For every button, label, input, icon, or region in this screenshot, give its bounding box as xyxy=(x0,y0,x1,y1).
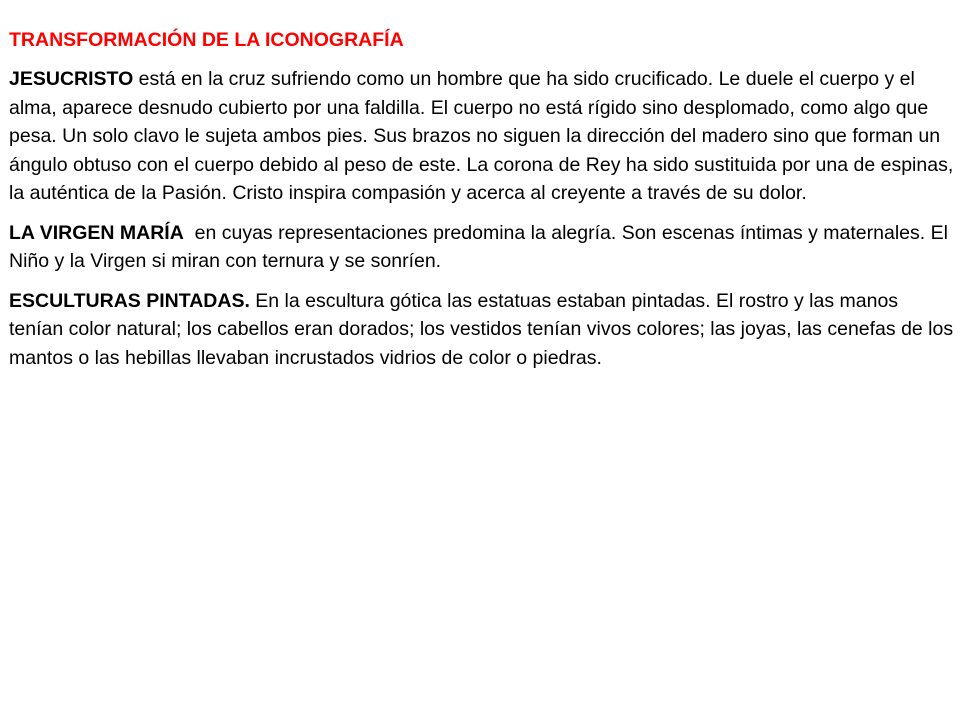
slide-content xyxy=(9,26,955,383)
paragraph-text: En la escultura gótica las estatuas estaban pintadas. El rostro y las manos tenían color natural; los cabellos eran dorados; los vestidos tenían vivos colores; las joyas, las cenefas de los mantos o las hebillas llevaban incrustados vidrios de color o piedras. xyxy=(9,289,954,369)
paragraph-virgen-maria xyxy=(9,219,955,276)
paragraph-esculturas-pintadas xyxy=(9,287,955,373)
paragraph-text: en cuyas representaciones predomina la alegría. Son escenas íntimas y maternales. El Niño y la Virgen si miran con ternura y se sonríen. xyxy=(9,221,954,272)
paragraph-lead: ESCULTURAS PINTADAS. xyxy=(9,289,250,312)
slide-title: TRANSFORMACIÓN DE LA ICONOGRAFÍA xyxy=(9,29,404,51)
paragraph-lead: LA VIRGEN MARÍA xyxy=(9,221,184,244)
paragraph-lead: JESUCRISTO xyxy=(9,68,134,90)
paragraph-text: está en la cruz sufriendo como un hombre que ha sido crucificado. Le duele el cuerpo y el alma, aparece desnudo cubierto por una faldilla. El cuerpo no está rígido sino desplomado, como algo que pesa. Un solo clavo le sujeta ambos pies. Sus brazos no siguen la dirección del madero sino que forman un ángulo obtuso con el cuerpo debido al peso de este. La corona de Rey ha sido sustituida por una de espinas, la auténtica de la Pasión. Cristo inspira compasión y acerca al creyente a través de su dolor. xyxy=(9,68,954,204)
paragraph-jesucristo xyxy=(9,65,955,208)
